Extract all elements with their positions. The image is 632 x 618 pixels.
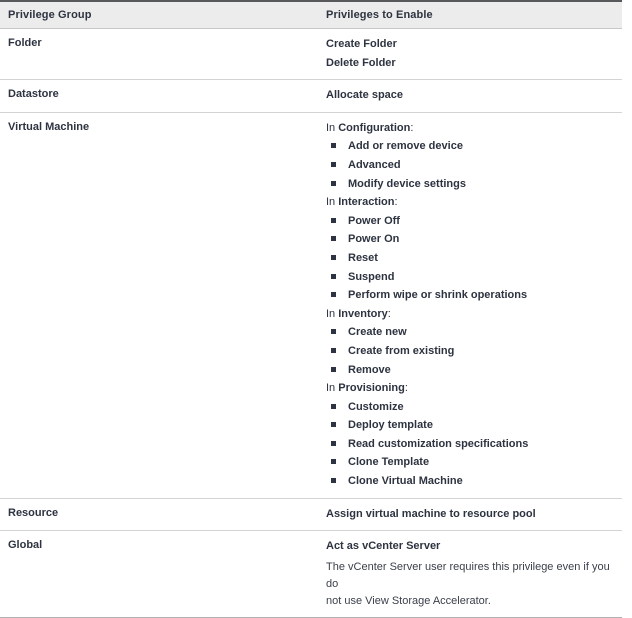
square-bullet-icon (331, 162, 336, 167)
privilege-item: Create Folder (326, 38, 397, 50)
square-bullet-icon (331, 422, 336, 427)
list-item (326, 268, 614, 287)
list-item-label: Clone Template (348, 456, 430, 469)
square-bullet-icon (331, 348, 336, 353)
list-item-label: Create new (348, 326, 407, 339)
list-item-label: Deploy template (348, 419, 433, 432)
square-bullet-icon (331, 441, 336, 446)
list-item (326, 286, 614, 305)
privilege-group-cell: Resource (0, 498, 318, 531)
list-item-label: Remove (348, 363, 391, 376)
table-header-row (0, 1, 622, 29)
square-bullet-icon (331, 367, 336, 372)
privilege-section-suffix: : (394, 196, 398, 209)
privilege-section-heading (326, 119, 614, 138)
privilege-note-line: The vCenter Server user requires this privilege even if you do (326, 560, 610, 590)
privilege-note-line: not use View Storage Accelerator. (326, 594, 491, 607)
square-bullet-icon (331, 218, 336, 223)
privilege-section-name: Configuration (338, 121, 411, 134)
list-item-label: Power Off (348, 214, 400, 227)
column-header-privilege-group: Privilege Group (8, 9, 92, 21)
list-item-label: Customize (348, 400, 404, 413)
list-item-label: Create from existing (348, 344, 455, 357)
table-head (0, 1, 622, 29)
privileges-cell (318, 112, 622, 498)
privilege-bullet-list (326, 137, 614, 193)
privileges-cell (318, 29, 622, 80)
list-item-label: Modify device settings (348, 177, 466, 190)
list-item (326, 249, 614, 268)
privilege-group-cell: Datastore (0, 80, 318, 113)
list-item (326, 323, 614, 342)
privilege-bullet-list (326, 323, 614, 379)
square-bullet-icon (331, 274, 336, 279)
square-bullet-icon (331, 236, 336, 241)
list-item-label: Add or remove device (348, 140, 463, 153)
list-item (326, 156, 614, 175)
table-row (0, 29, 622, 80)
privilege-section-heading (326, 305, 614, 324)
list-item-label: Reset (348, 251, 378, 264)
privilege-group-cell: Global (0, 531, 318, 618)
square-bullet-icon (331, 459, 336, 464)
table-row (0, 531, 622, 618)
privilege-section-prefix: In (326, 196, 339, 209)
privilege-section-prefix: In (326, 382, 339, 395)
list-item-label: Suspend (348, 270, 395, 283)
privilege-section-suffix: : (387, 307, 391, 320)
privilege-group-cell: Virtual Machine (0, 112, 318, 498)
list-item-label: Read customization specifications (348, 437, 529, 450)
list-item-label: Perform wipe or shrink operations (348, 289, 528, 302)
list-item-label: Clone Virtual Machine (348, 475, 463, 488)
list-item (326, 435, 614, 454)
privilege-section-heading (326, 379, 614, 398)
privileges-cell (318, 531, 622, 618)
table-row (0, 112, 622, 498)
privilege-bullet-list (326, 212, 614, 305)
list-item-label: Power On (348, 233, 400, 246)
square-bullet-icon (331, 181, 336, 186)
table-row (0, 498, 622, 531)
privilege-note (326, 559, 614, 610)
list-item (326, 453, 614, 472)
list-item (326, 137, 614, 156)
list-item (326, 361, 614, 380)
list-item (326, 342, 614, 361)
list-item (326, 398, 614, 417)
privilege-section-suffix: : (404, 382, 408, 395)
square-bullet-icon (331, 143, 336, 148)
privilege-section-suffix: : (410, 121, 414, 134)
privilege-item: Assign virtual machine to resource pool (326, 507, 536, 520)
privilege-item: Delete Folder (326, 56, 396, 69)
table-body (0, 29, 622, 618)
table-row (0, 80, 622, 113)
list-item (326, 175, 614, 194)
privilege-section-prefix: In (326, 307, 339, 320)
privilege-section-name: Provisioning (338, 382, 405, 395)
privilege-item: Act as vCenter Server (326, 540, 441, 553)
privileges-cell (318, 80, 622, 113)
privilege-item: Allocate space (326, 89, 404, 102)
square-bullet-icon (331, 329, 336, 334)
list-item (326, 230, 614, 249)
privilege-section-prefix: In (326, 121, 339, 134)
list-item-label: Advanced (348, 158, 401, 171)
privilege-section-heading (326, 193, 614, 212)
square-bullet-icon (331, 255, 336, 260)
privilege-bullet-list (326, 398, 614, 491)
column-header-privileges-to-enable: Privileges to Enable (326, 9, 433, 21)
square-bullet-icon (331, 404, 336, 409)
privilege-section-name: Interaction (338, 196, 395, 209)
list-item (326, 416, 614, 435)
square-bullet-icon (331, 292, 336, 297)
privilege-section-name: Inventory (338, 307, 388, 320)
privileges-cell (318, 498, 622, 531)
square-bullet-icon (331, 478, 336, 483)
privilege-group-cell: Folder (0, 29, 318, 80)
list-item (326, 212, 614, 231)
list-item (326, 472, 614, 491)
